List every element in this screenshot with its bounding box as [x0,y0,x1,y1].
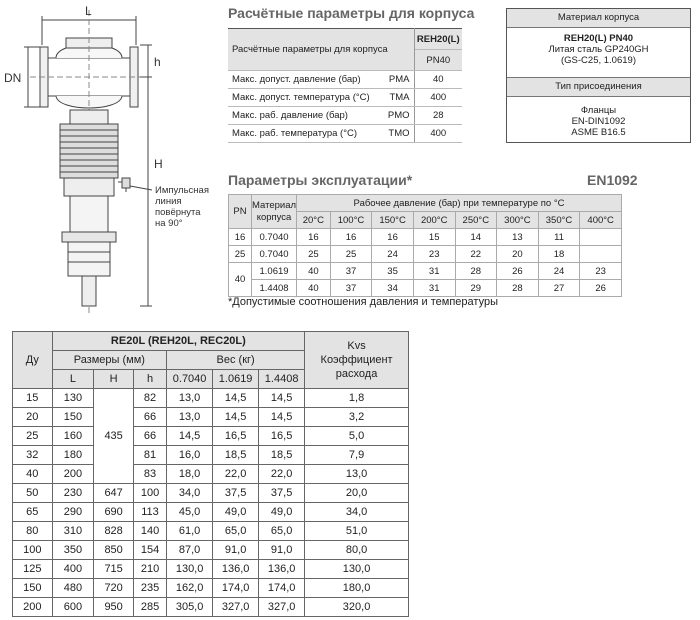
op-cell: 28 [497,280,539,297]
op-cell: 31 [413,263,455,280]
spec-cell-kvs: 5,0 [305,427,409,446]
spec-cell-w1: 305,0 [167,598,213,617]
op-cell: 26 [580,280,622,297]
spec-cell-L: 130 [52,389,94,408]
spec-cell-L: 290 [52,503,94,522]
spec-cell-H: 950 [94,598,134,617]
spec-cell-h: 83 [133,465,166,484]
spec-cell-L: 150 [52,408,94,427]
spec-cell-h: 285 [133,598,166,617]
op-cell: 23 [413,246,455,263]
op-cell: 29 [455,280,497,297]
spec-cell-h: 66 [133,427,166,446]
spec-cell-dn: 200 [13,598,53,617]
dim-H-label: H [154,157,163,171]
dim-DN-label: DN [4,71,22,85]
spec-cell-H: 690 [94,503,134,522]
spec-cell-kvs: 3,2 [305,408,409,427]
spec-cell-kvs: 180,0 [305,579,409,598]
impulse-note-line: повёрнута [155,207,201,218]
connection-line: ASME B16.5 [571,127,626,138]
calc-row-label: Макс. раб. температура (°C) [228,125,385,143]
table-row [228,107,462,125]
kvs-header-line: Kvs [347,340,366,352]
spec-cell-h: 210 [133,560,166,579]
spec-cell-dn: 50 [13,484,53,503]
spec-cell-dn: 65 [13,503,53,522]
table-row [13,484,409,503]
spec-cell-w2: 18,5 [213,446,259,465]
op-col-pn: PN [229,195,252,229]
spec-cell-L: 230 [52,484,94,503]
table-row [13,389,409,408]
spec-cell-w3: 37,5 [259,484,305,503]
op-cell [580,229,622,246]
op-col-pressure: Рабочее давление (бар) при температуре по °C [297,195,622,212]
op-cell: 40 [297,280,331,297]
spec-cell-L: 180 [52,446,94,465]
connection-line: EN-DIN1092 [571,116,626,127]
connection-line: Фланцы [580,105,617,116]
spec-cell-dn: 32 [13,446,53,465]
table-row [13,465,409,484]
calc-params-title: Расчётные параметры для корпуса [228,5,475,21]
spec-cell-dn: 80 [13,522,53,541]
spec-cell-w2: 14,5 [213,389,259,408]
spec-cell-w3: 91,0 [259,541,305,560]
operating-params-standard: EN1092 [587,172,638,188]
op-cell: 20 [497,246,539,263]
spec-cell-w1: 87,0 [167,541,213,560]
op-cell: 31 [413,280,455,297]
table-row [13,598,409,617]
operating-params-table [228,194,622,297]
col-H-header: H [94,370,134,389]
spec-cell-kvs: 1,8 [305,389,409,408]
op-cell: 25 [330,246,372,263]
op-cell: 37 [330,263,372,280]
spec-cell-L: 310 [52,522,94,541]
calc-row-symbol: TMO [385,125,414,143]
table-row [13,408,409,427]
op-cell: 13 [497,229,539,246]
op-cell: 25 [297,246,331,263]
op-cell [580,246,622,263]
op-cell: 25 [229,246,252,263]
calc-row-value: 28 [414,107,462,125]
spec-cell-w3: 327,0 [259,598,305,617]
spec-cell-H: 715 [94,560,134,579]
op-temp-header: 250°C [455,212,497,229]
op-cell: 40 [229,263,252,297]
weight-header: Вес (кг) [167,351,305,370]
spec-cell-L: 160 [52,427,94,446]
op-cell: 1.0619 [252,263,297,280]
spec-cell-w1: 162,0 [167,579,213,598]
connection-header: Тип присоединения [507,77,690,97]
spec-cell-w3: 49,0 [259,503,305,522]
spec-cell-L: 480 [52,579,94,598]
spec-cell-w1: 13,0 [167,389,213,408]
spec-cell-dn: 15 [13,389,53,408]
calc-params-table [228,28,462,143]
op-cell: 35 [372,263,414,280]
spec-cell-w2: 14,5 [213,408,259,427]
table-row [13,541,409,560]
spec-cell-kvs: 20,0 [305,484,409,503]
spec-cell-H: 435 [94,389,134,484]
table-row [229,280,622,297]
op-cell: 34 [372,280,414,297]
spec-cell-w1: 13,0 [167,408,213,427]
table-row [229,263,622,280]
table-row [229,246,622,263]
table-row [228,125,462,143]
col-weight-header: 0.7040 [167,370,213,389]
op-cell: 0.7040 [252,229,297,246]
calc-row-label: Макс. допуст. давление (бар) [228,71,385,89]
spec-cell-kvs: 13,0 [305,465,409,484]
spec-cell-w1: 16,0 [167,446,213,465]
calc-row-label: Макс. раб. давление (бар) [228,107,385,125]
calc-row-value: 400 [414,89,462,107]
op-cell: 0.7040 [252,246,297,263]
spec-cell-w1: 18,0 [167,465,213,484]
material-line: (GS-C25, 1.0619) [561,55,636,66]
spec-cell-H: 850 [94,541,134,560]
col-L-header: L [52,370,94,389]
spec-cell-kvs: 7,9 [305,446,409,465]
spec-cell-kvs: 80,0 [305,541,409,560]
op-cell: 23 [580,263,622,280]
table-row [229,229,622,246]
spec-cell-kvs: 51,0 [305,522,409,541]
spec-cell-w3: 65,0 [259,522,305,541]
spec-cell-h: 66 [133,408,166,427]
spec-cell-h: 81 [133,446,166,465]
op-temp-header: 400°C [580,212,622,229]
dims-header: Размеры (мм) [52,351,167,370]
col-dn-header: Ду [13,332,53,389]
spec-cell-w2: 37,5 [213,484,259,503]
valve-drawing [0,0,220,320]
material-line: Литая сталь GP240GH [548,44,649,55]
spec-cell-w2: 327,0 [213,598,259,617]
model-header: RE20L (REH20L, REC20L) [52,332,305,351]
op-cell: 16 [372,229,414,246]
spec-cell-dn: 20 [13,408,53,427]
spec-cell-w1: 14,5 [167,427,213,446]
spec-cell-L: 600 [52,598,94,617]
col-weight-header: 1.0619 [213,370,259,389]
col-h-header: h [133,370,166,389]
spec-cell-w3: 136,0 [259,560,305,579]
spec-cell-w3: 14,5 [259,389,305,408]
calc-row-symbol: TMA [385,89,414,107]
calc-row-symbol: PMA [385,71,414,89]
kvs-header [305,332,409,389]
table-row [13,446,409,465]
op-temp-header: 300°C [497,212,539,229]
op-cell: 1.4408 [252,280,297,297]
spec-cell-h: 154 [133,541,166,560]
spec-cell-h: 82 [133,389,166,408]
spec-cell-H: 828 [94,522,134,541]
op-temp-header: 100°C [330,212,372,229]
spec-cell-w3: 174,0 [259,579,305,598]
spec-cell-h: 140 [133,522,166,541]
material-box [506,8,691,143]
dim-h-label: h [154,55,161,69]
spec-cell-dn: 125 [13,560,53,579]
spec-cell-w3: 22,0 [259,465,305,484]
impulse-note-line: на 90° [155,218,183,229]
spec-cell-w1: 45,0 [167,503,213,522]
table-row [13,579,409,598]
spec-cell-w3: 14,5 [259,408,305,427]
calc-row-label: Макс. допуст. температура (°C) [228,89,385,107]
spec-cell-L: 200 [52,465,94,484]
spec-cell-w2: 91,0 [213,541,259,560]
specs-table [12,331,409,617]
table-row [13,522,409,541]
table-row [228,89,462,107]
spec-cell-dn: 40 [13,465,53,484]
table-row [13,503,409,522]
calc-header-label: Расчётные параметры для корпуса [228,29,414,71]
op-cell: 16 [229,229,252,246]
spec-cell-w1: 130,0 [167,560,213,579]
spec-cell-w2: 174,0 [213,579,259,598]
spec-cell-L: 350 [52,541,94,560]
op-cell: 40 [297,263,331,280]
spec-cell-w1: 61,0 [167,522,213,541]
spec-cell-L: 400 [52,560,94,579]
op-cell: 27 [538,280,580,297]
op-cell: 28 [455,263,497,280]
impulse-note-line: Импульсная [155,185,209,196]
op-col-material [252,195,297,229]
spec-cell-kvs: 130,0 [305,560,409,579]
calc-row-symbol: PMO [385,107,414,125]
table-row [13,560,409,579]
op-cell: 24 [372,246,414,263]
table-row [228,71,462,89]
spec-cell-h: 113 [133,503,166,522]
kvs-header-line: Коэффициент [320,354,393,366]
spec-cell-h: 235 [133,579,166,598]
op-cell: 11 [538,229,580,246]
op-cell: 22 [455,246,497,263]
op-temp-header: 350°C [538,212,580,229]
spec-cell-kvs: 34,0 [305,503,409,522]
spec-cell-dn: 150 [13,579,53,598]
spec-cell-dn: 100 [13,541,53,560]
kvs-header-line: расхода [335,368,378,380]
spec-cell-dn: 25 [13,427,53,446]
material-header: Материал корпуса [507,9,690,28]
dim-L-label: L [85,4,92,18]
operating-footnote: *Допустимые соотношения давления и температуры [228,296,498,308]
spec-cell-kvs: 320,0 [305,598,409,617]
spec-cell-H: 647 [94,484,134,503]
spec-cell-h: 100 [133,484,166,503]
calc-row-value: 400 [414,125,462,143]
spec-cell-w2: 22,0 [213,465,259,484]
spec-cell-w2: 136,0 [213,560,259,579]
op-cell: 37 [330,280,372,297]
spec-cell-w2: 65,0 [213,522,259,541]
op-cell: 26 [497,263,539,280]
op-temp-header: 20°C [297,212,331,229]
op-cell: 14 [455,229,497,246]
op-temp-header: 200°C [413,212,455,229]
op-cell: 16 [297,229,331,246]
spec-cell-w2: 49,0 [213,503,259,522]
op-cell: 16 [330,229,372,246]
spec-cell-w3: 16,5 [259,427,305,446]
op-cell: 18 [538,246,580,263]
col-weight-header: 1.4408 [259,370,305,389]
spec-cell-H: 720 [94,579,134,598]
calc-header-model: REH20(L) [414,29,462,50]
spec-cell-w1: 34,0 [167,484,213,503]
operating-params-title: Параметры эксплуатации* [228,172,413,188]
table-row [13,427,409,446]
spec-cell-w3: 18,5 [259,446,305,465]
op-temp-header: 150°C [372,212,414,229]
op-col-material-line: корпуса [256,211,292,223]
op-cell: 15 [413,229,455,246]
calc-row-value: 40 [414,71,462,89]
impulse-note-line: линия [155,196,182,207]
calc-header-pn: PN40 [414,50,462,71]
spec-cell-w2: 16,5 [213,427,259,446]
op-cell: 24 [538,263,580,280]
op-col-material-line: Материал [252,199,297,211]
material-model: REH20(L) PN40 [563,33,634,44]
